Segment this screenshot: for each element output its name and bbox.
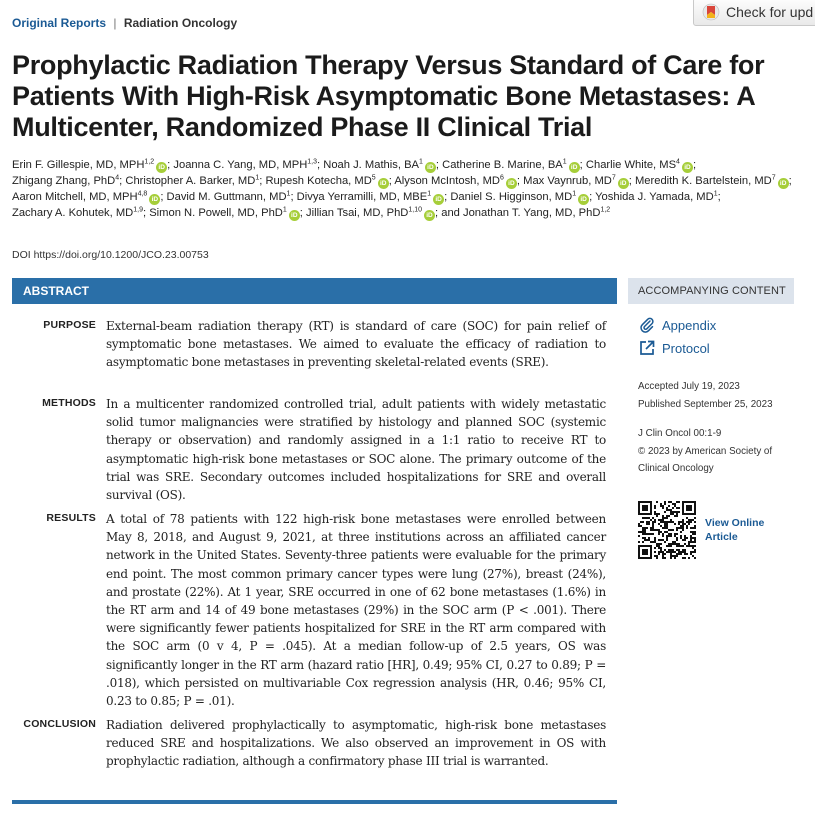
- affiliation-superscript: 7: [611, 174, 616, 182]
- author-name: Jillian Tsai, MD, PhD$^{1,10}$iD ;: [306, 206, 439, 219]
- orcid-icon[interactable]: iD: [618, 178, 629, 189]
- abstract-conclusion: [12, 716, 612, 771]
- article-title: Prophylactic Radiation Therapy Versus Standard of Care for Patients With High-Risk Asymptomatic Bone Metastases: A Multicenter, Randomized Phase II Clinical Trial: [12, 50, 765, 142]
- author-name: Meredith K. Bartelstein, $MD^7iD$ ;: [634, 174, 792, 187]
- author-name: Alyson McIntosh, $MD^6iD$ ;: [394, 174, 521, 187]
- affiliation-superscript: 6: [500, 174, 504, 182]
- category-link[interactable]: Original Reports: [12, 16, 107, 30]
- affiliation-superscript: 1,3: [307, 158, 318, 166]
- orcid-icon[interactable]: iD: [424, 210, 435, 221]
- external-link-icon: [638, 339, 656, 357]
- section-text: In a multicenter randomized controlled trial, adult patients with widely metastatic solid tumor malignancies were stratified by histology and planned SOC (systemic therapy or observation) and randomly assigned in a 1:1 ratio to receive RT to asymptomatic high-risk bone metastases or SOC alone. The primary outcome of the trial was SRE. Secondary outcomes included hospitalizations for SRE and overall survival (OS).: [106, 397, 606, 503]
- affiliation-superscript: 1,9: [133, 206, 143, 214]
- paperclip-icon: [638, 316, 656, 334]
- affiliation-superscript: 1: [572, 190, 577, 198]
- affiliation-superscript: 1: [419, 158, 423, 166]
- section-label: METHODS: [42, 397, 96, 409]
- affiliation-superscript: 1: [286, 190, 291, 198]
- orcid-icon[interactable]: iD: [569, 162, 580, 173]
- author-name: Rupesh Kotecha, $MD^5iD$ ;: [265, 174, 392, 187]
- affiliation-superscript: 7: [771, 174, 776, 182]
- copyright-line-2: Clinical Oncology: [638, 463, 714, 474]
- abstract-bottom-rule: [12, 800, 617, 804]
- author-name: Divya Yerramilli, MD, MBE$^1$iD ;: [296, 190, 448, 203]
- orcid-icon[interactable]: iD: [682, 162, 693, 173]
- view-online-line-1: View Online: [705, 517, 765, 529]
- protocol-link[interactable]: [638, 339, 710, 357]
- appendix-link[interactable]: [638, 316, 716, 334]
- author-name: Christopher A. Barker, $MD^1$;: [125, 174, 263, 187]
- accepted-date: Accepted July 19, 2023: [638, 381, 740, 392]
- appendix-label: Appendix: [662, 317, 717, 333]
- published-date: Published September 25, 2023: [638, 399, 773, 410]
- orcid-icon[interactable]: iD: [778, 178, 789, 189]
- author-name: Aaron Mitchell, MD, MPH$^{4,8}$iD ;: [12, 190, 164, 203]
- crossmark-icon: [702, 3, 720, 21]
- affiliation-superscript: 1,10: [408, 206, 422, 214]
- orcid-icon[interactable]: iD: [289, 210, 300, 221]
- accompanying-content-heading: ACCOMPANYING CONTENT: [628, 278, 794, 304]
- orcid-icon[interactable]: iD: [149, 194, 160, 205]
- author-name: and Jonathan T. Yang, MD, PhD$^{1,2}$: [441, 206, 611, 219]
- affiliation-superscript: 1: [282, 206, 287, 214]
- section-label: CONCLUSION: [23, 718, 96, 730]
- view-online-line-2: Article: [705, 531, 738, 543]
- view-online-article-link[interactable]: [705, 516, 764, 544]
- category-separator: |: [113, 16, 117, 30]
- author-name: Max Vaynrub, $MD^7iD$ ;: [523, 174, 632, 187]
- affiliation-superscript: 4: [676, 158, 680, 166]
- affiliation-superscript: 1,2: [144, 158, 155, 166]
- journal-citation: J Clin Oncol 00:1-9: [638, 428, 722, 439]
- author-name: Zachary A. Kohutek, MD$^{1,9}$;: [12, 206, 147, 219]
- author-name: Erin F. Gillespie, MD, MPH$^{1,2}$iD ;: [12, 158, 171, 171]
- qr-code-icon[interactable]: [638, 501, 696, 559]
- author-name: David M. Guttmann, $MD^1$;: [166, 190, 294, 203]
- author-name: Noah J. Mathis, $BA^1iD$ ;: [323, 158, 440, 171]
- article-category-line: [12, 16, 237, 30]
- abstract-heading: ABSTRACT: [12, 278, 617, 304]
- check-for-updates-button[interactable]: [693, 0, 815, 26]
- author-name: Daniel S. Higginson, $MD^1iD$ ;: [450, 190, 593, 203]
- affiliation-superscript: 5: [371, 174, 376, 182]
- author-name: Joanna C. Yang, MD, MPH$^{1,3}$;: [173, 158, 321, 171]
- affiliation-superscript: 4,8: [137, 190, 148, 198]
- orcid-icon[interactable]: iD: [578, 194, 589, 205]
- author-name: Yoshida J. Yamada, $MD^1$;: [595, 190, 721, 203]
- section-label: RESULTS: [46, 512, 96, 524]
- author-name: Zhigang Zhang, PhD$^4$;: [12, 174, 123, 187]
- abstract-methods: [12, 395, 612, 504]
- affiliation-superscript: 1: [562, 158, 567, 166]
- section-text: External-beam radiation therapy (RT) is standard of care (SOC) for pain relief of symptomatic bone metastases. We aimed to evaluate the efficacy of radiation to asymptomatic bone metastases in preventing skeletal-related events (SRE).: [106, 319, 606, 370]
- affiliation-superscript: 1: [713, 190, 718, 198]
- author-list: [12, 157, 802, 221]
- orcid-icon[interactable]: iD: [433, 194, 444, 205]
- abstract-results: [12, 510, 612, 710]
- author-name: Catherine B. Marine, $BA^1iD$ ;: [442, 158, 583, 171]
- affiliation-superscript: 4: [115, 174, 120, 182]
- author-name: Simon N. Powell, MD, PhD$^1$iD ;: [149, 206, 303, 219]
- doi-link[interactable]: DOI https://doi.org/10.1200/JCO.23.00753: [12, 249, 209, 261]
- section-label: PURPOSE: [43, 319, 96, 331]
- orcid-icon[interactable]: iD: [425, 162, 436, 173]
- orcid-icon[interactable]: iD: [156, 162, 167, 173]
- affiliation-superscript: 1,2: [600, 206, 611, 214]
- orcid-icon[interactable]: iD: [378, 178, 389, 189]
- author-name: Charlie White, $MS^4iD$ ;: [585, 158, 697, 171]
- check-for-updates-label: Check for upd: [726, 4, 814, 20]
- abstract-purpose: [12, 317, 612, 372]
- protocol-label: Protocol: [662, 340, 710, 356]
- affiliation-superscript: 1: [427, 190, 432, 198]
- orcid-icon[interactable]: iD: [506, 178, 517, 189]
- copyright-line-1: © 2023 by American Society of: [638, 446, 773, 457]
- section-text: A total of 78 patients with 122 high-risk bone metastases were enrolled between May 8, 2018, and August 9, 2021, at three institutions across an affiliated cancer network in the United States. Seventy-three patients were evaluable for the primary end point. The most common primary cancer types were lung (27%), breast (24%), and prostate (22%). At 1 year, SRE occurred in one of 62 bone metastases (1.6%) in the RT arm and 14 of 49 bone metastases (29%) in the SOC arm (P < .001). There were significantly fewer patients hospitalized for SRE in the RT arm compared with the SOC arm (0 v 4, P = .045). At a median follow-up of 2.5 years, OS was significantly longer in the RT arm (hazard ratio [HR], 0.49; 95% CI, 0.27 to 0.89; P = .018), which persisted on multivariable Cox regression analysis (HR, 0.46; 95% CI, 0.23 to 0.85; P = .01).: [106, 512, 606, 709]
- affiliation-superscript: 1: [255, 174, 260, 182]
- section-text: Radiation delivered prophylactically to asymptomatic, high-risk bone metastases reduced SRE and hospitalizations. We also observed an improvement in OS with prophylactic radiation, although a confirmatory phase III trial is warranted.: [106, 718, 606, 769]
- subcategory-link[interactable]: Radiation Oncology: [123, 16, 238, 30]
